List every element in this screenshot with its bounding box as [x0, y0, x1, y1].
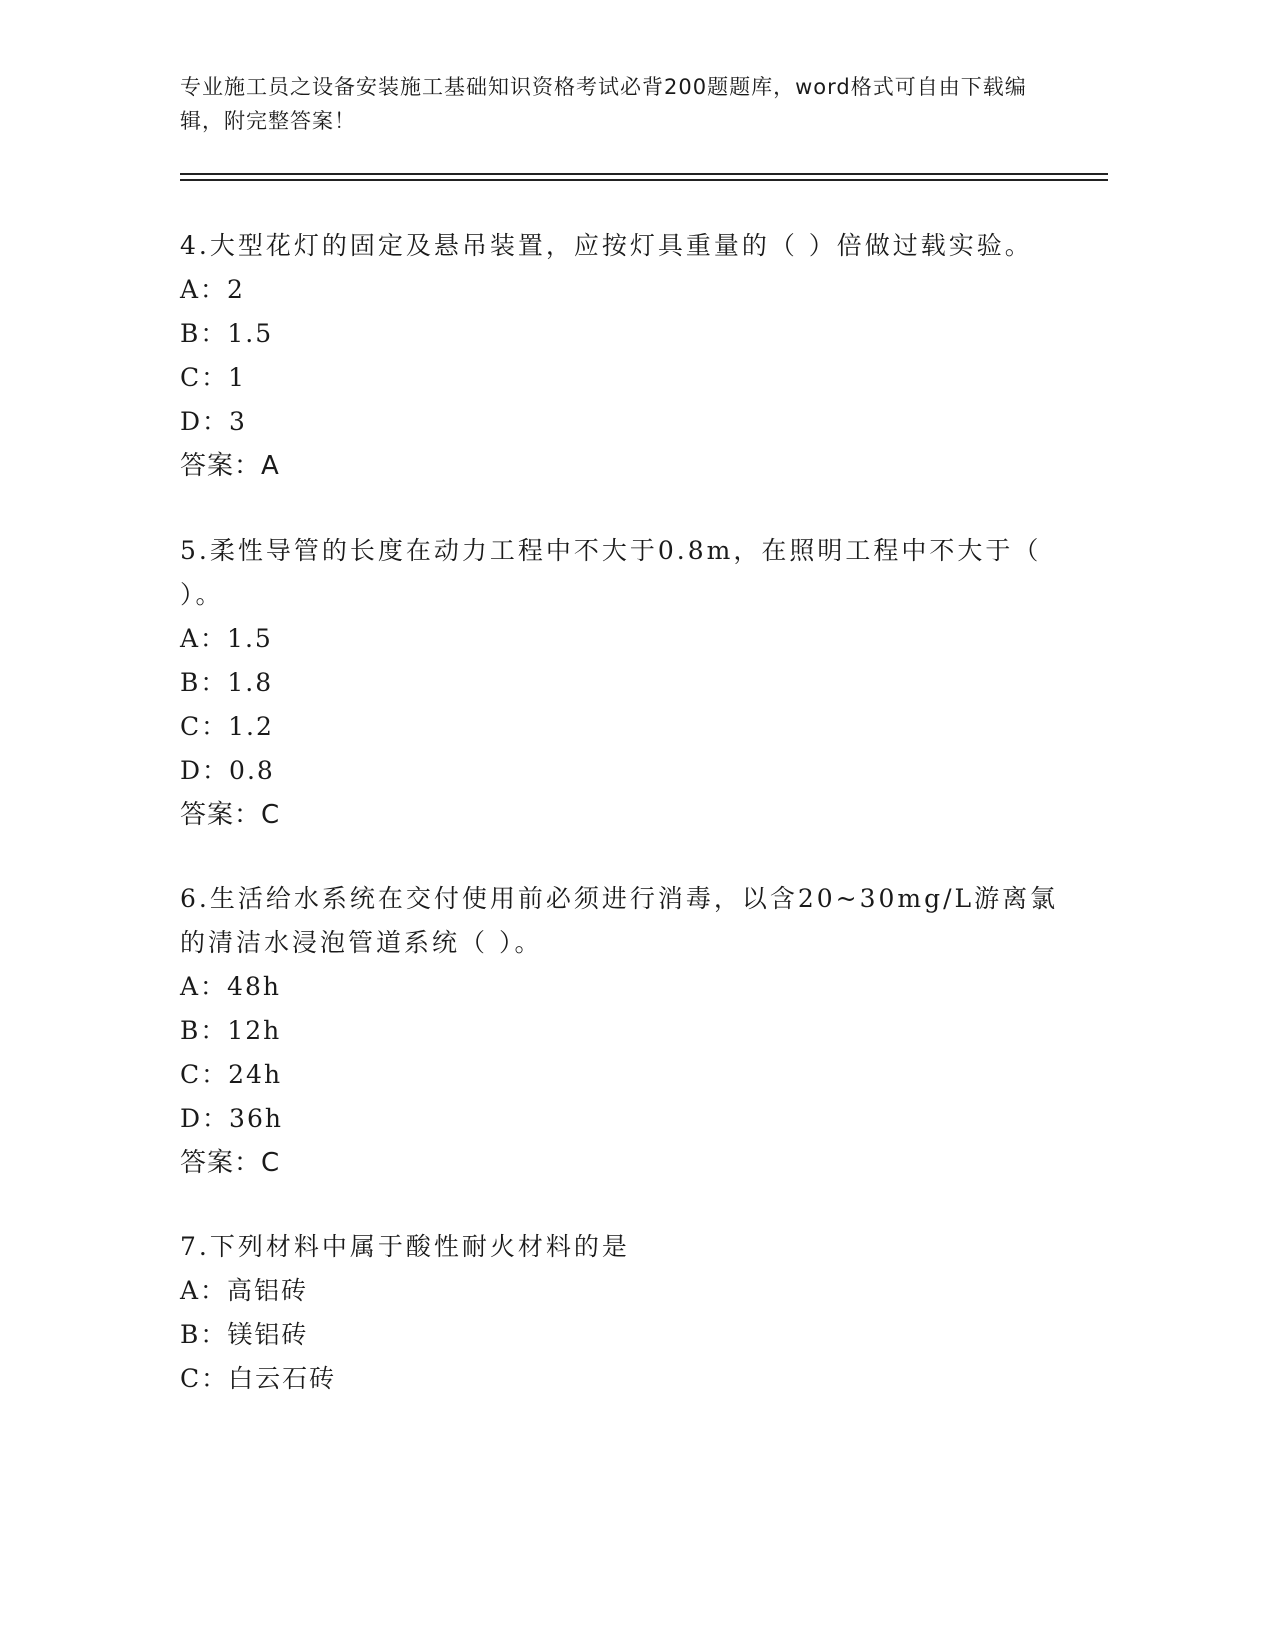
option-b: B：12h [180, 1016, 282, 1045]
option-d: D：3 [180, 407, 247, 436]
option-c: C：24h [180, 1060, 283, 1089]
option-a: A：2 [180, 275, 245, 304]
question-stem: 7.下列材料中属于酸性耐火材料的是 [180, 1232, 630, 1261]
answer: 答案：C [180, 1148, 281, 1178]
question-6 [180, 877, 1060, 1185]
question-stem: 4.大型花灯的固定及悬吊装置，应按灯具重量的（ ）倍做过载实验。 [180, 231, 1033, 260]
document-header: 专业施工员之设备安装施工基础知识资格考试必背200题题库，word格式可自由下载编辑，附完整答案！ [180, 75, 1027, 133]
option-b: B：镁铝砖 [180, 1320, 309, 1349]
option-a: A：1.5 [180, 624, 273, 653]
question-stem: 6.生活给水系统在交付使用前必须进行消毒，以含20~30mg/L游离氯的清洁水浸泡管道系统（ ）。 [180, 884, 1059, 957]
option-b: B：1.5 [180, 319, 274, 348]
answer: 答案：A [180, 451, 280, 481]
option-c: C：1 [180, 363, 247, 392]
header-rule-top [180, 173, 1108, 175]
header-rule-bottom [180, 179, 1108, 181]
question-stem: 5.柔性导管的长度在动力工程中不大于0.8m，在照明工程中不大于（ ）。 [180, 536, 1042, 609]
option-d: D：36h [180, 1104, 283, 1133]
question-4 [180, 224, 1060, 488]
option-c: C：1.2 [180, 712, 274, 741]
option-a: A：高铝砖 [180, 1276, 309, 1305]
question-7 [180, 1225, 1060, 1401]
option-d: D：0.8 [180, 756, 275, 785]
question-5 [180, 529, 1060, 837]
option-b: B：1.8 [180, 668, 274, 697]
answer: 答案：C [180, 800, 281, 830]
option-c: C：白云石砖 [180, 1364, 337, 1393]
option-a: A：48h [180, 972, 281, 1001]
